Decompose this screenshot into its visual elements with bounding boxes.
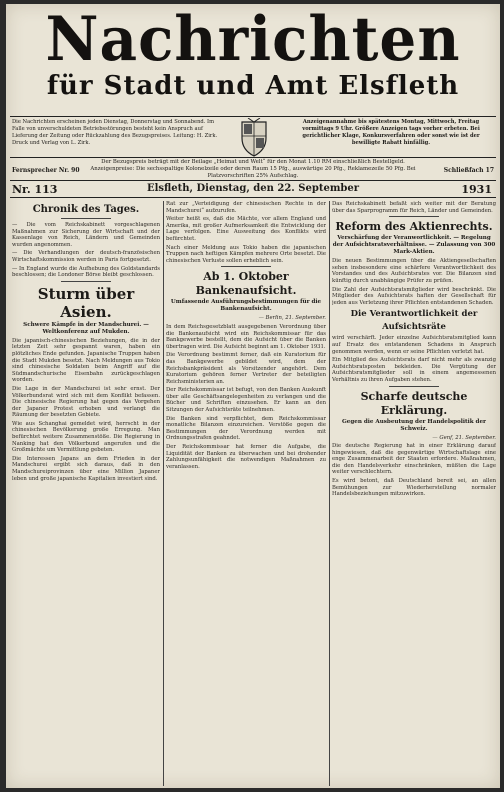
divider (61, 281, 111, 282)
divider (389, 386, 439, 387)
article-heading: Die Verantwortlichkeit der Aufsichtsräte (350, 309, 478, 333)
article-heading: Ab 1. Oktober Bankenaufsicht. (195, 270, 297, 298)
column-2 (166, 201, 326, 786)
article-subheading: Umfassende Ausführungsbestimmungen für die Bankenaufsicht. (170, 299, 322, 313)
po-box: Schließfach 17 (443, 167, 494, 174)
article-text: wird verschärft. Jeder einzelne Aufsichtsratsmitglied kann auf Ersatz des entstandenen Schadens in Anspruch genommen werden, wenn er seine Pflichten verletzt hat. (332, 335, 496, 355)
advertising-notice: Anzeigenannahme bis spätestens Montag, Mittwoch, Freitag vormittags 9 Uhr. Größere Anzeigen tags vorher erbeten. Bei gerichtlicher Klage, Konkursverfahren oder sonst wie ist der bewilligte Rabatt hinfällig. (302, 119, 480, 146)
article-heading: Reform des Aktienrechts. (335, 220, 493, 234)
article-subheading: Schwere Kämpfe in der Mandschurei. — Weltkonferenz auf Mukden. (23, 321, 149, 335)
article-text: Wie aus Schanghai gemeldet wird, herrscht in der chinesischen Bevölkerung große Erregung. Man befürchtet weitere Zusammenstöße. Die Regierung in Nanking hat den Völkerbund angerufen und die Großmächte um Vermittlung gebeten. (12, 420, 160, 454)
article-text: — Die Verhandlungen der deutsch-französischen Wirtschaftskommission werden in Paris fortgesetzt. (12, 250, 160, 263)
newspaper-subtitle: für Stadt und Amt Elsfleth (46, 71, 460, 101)
article-text: Der Reichskommissar ist befugt, von den Banken Auskunft über alle Geschäftsangelegenheiten zu verlangen und die Bücher und Schriften einzusehen. Er kann an den Sitzungen der Aufsichtsräte teilnehmen. (166, 387, 326, 414)
article-text: Die neuen Bestimmungen über die Aktiengesellschaften sehen insbesondere eine schärfere Verantwortlichkeit des Vorstandes und des Aufsichtsrates vor. Die Bilanzen sind künftig durch unabhängige Prüfer zu prüfen. (332, 258, 496, 284)
article-text: Das Reichskabinett befaßt sich weiter mit der Beratung über das Sparprogramm für Reich, Länder und Gemeinden. (332, 201, 496, 214)
phone-number: Fernsprecher Nr. 90 (12, 167, 80, 174)
article-text: Nach einer Meldung aus Tokio haben die japanischen Truppen nach heftigen Kämpfen mehrere Orte besetzt. Die chinesischen Verluste sollen erheblich sein. (166, 244, 326, 264)
issue-year: 1931 (461, 183, 492, 196)
article-heading: Scharfe deutsche Erklärung. (360, 389, 468, 417)
article-heading: Sturm über Asien. (37, 284, 135, 321)
article-subheading: Verschärfung der Veranwortlichkeit. — Regelung der Aufsichtsratsverhältnisse. — Zulassung von 300 Mark-Aktien. (332, 235, 496, 256)
column-rule (163, 201, 164, 786)
article-text: Die Zahl der Aufsichtsratsmitglieder wird beschränkt. Die Mitglieder des Aufsichtsrats haften der Gesellschaft für jeden aus Verletzung ihrer Pflichten entstandenen Schaden. (332, 286, 496, 306)
article-text: Ein Mitglied des Aufsichtsrats darf nicht mehr als zwanzig Aufsichtsratsposten bekleiden. Die Vergütung der Aufsichtsratsmitglieder soll in einem angemessenen Verhältnis zu ihren Aufgaben stehen. (332, 357, 496, 383)
article-heading: Chronik des Tages. (32, 204, 140, 215)
article-text: Die japanisch-chinesischen Beziehungen, die in der letzten Zeit sehr gespannt waren, haben ein plötzliches Ende gefunden. Japanische Truppen haben die Stadt Mukden besetzt. Nach Meldungen aus Tokio sind chinesische Soldaten beim Angriff auf die Südmandschurische Eisenbahn zurückgeschlagen worden. (12, 337, 160, 384)
masthead-info-band (10, 116, 496, 158)
article-text: Der Reichskommissar hat ferner die Aufgabe, die Liquidität der Banken zu überwachen und bei drohender Zahlungsunfähigkeit die notwendigen Maßnahmen zu veranlassen. (166, 444, 326, 470)
article-text: In dem Reichsgesetzblatt ausgegebenen Verordnung über die Bankenaufsicht wird ein Reichskommissar für das Bankgewerbe bestellt, dem die Aufsicht über die Banken übertragen wird. Die Aufsicht beginnt am 1. Oktober 1931. (166, 323, 326, 350)
article-text: Die Interessen Japans an dem Frieden in der Mandschurei ergibt sich daraus, daß in den Mandschureiprovinzen über eine Million Japaner leben und große japanische Kapitalien investiert sind. (12, 455, 160, 482)
article-text: — In England wurde die Aufhebung des Goldstandards beschlossen; die Londoner Börse bleibt geschlossen. (12, 265, 160, 279)
article-subheading: Gegen die Ausbeutung der Handelspolitik der Schweiz. (342, 418, 486, 432)
divider (389, 216, 439, 217)
masthead (6, 4, 500, 116)
publication-notice: Die Nachrichten erscheinen jeden Dienstag, Donnerstag und Sonnabend. Im Falle von unverschuldeten Betriebsstörungen besteht kein Anspruch auf Lieferung der Zeitung oder Rückzahlung des Bezugspreises. Leitung: H. Zirk. Druck und Verlag von L. Zirk. (12, 119, 218, 146)
column-rule (329, 201, 330, 786)
article-text: Die deutsche Regierung hat in einer Erklärung darauf hingewiesen, daß die gegenwärtige Wirtschaftslage eine enge Zusammenarbeit der Staaten erfordere. Maßnahmen, die den Handelsverkehr einschränken, müßten die Lage weiter verschlechtern. (332, 443, 496, 476)
subscription-info (10, 159, 496, 181)
article-text: Es wird betont, daß Deutschland bereit sei, an allen Bemühungen zur Wiederherstellung normaler Handelsbeziehungen mitzuwirken. (332, 478, 496, 498)
article-text: Die Lage in der Mandschurei ist sehr ernst. Der Völkerbundsrat wird sich mit dem Konflikt befassen. Die chinesische Regierung hat gegen das Vorgehen der Japaner Protest erhoben und verlangt die Räumung der besetzten Gebiete. (12, 385, 160, 419)
issue-number: Nr. 113 (12, 183, 58, 196)
column-1 (12, 201, 160, 786)
article-text: Die Banken sind verpflichtet, dem Reichskommissar monatliche Bilanzen einzureichen. Verstöße gegen die Bestimmungen der Verordnung werden mit Ordnungsstrafen geahndet. (166, 415, 326, 442)
article-dateline: — Genf, 21. September. (432, 434, 496, 441)
newspaper-page (6, 4, 500, 788)
article-text: Weiter heißt es, daß die Mächte, vor allem England und Amerika, mit großer Aufmerksamkeit die Entwicklung der Lage verfolgen. Eine Ausweitung des Konflikts wird befürchtet. (166, 216, 326, 242)
dateline (10, 182, 496, 198)
divider (221, 266, 271, 267)
article-text: — Die vom Reichskabinett vorgeschlagenen Maßnahmen zur Sicherung der Wirtschaft und der Kassenlage von Reich, Ländern und Gemeinden wurden angenommen. (12, 222, 160, 248)
price-info: Der Bezugspreis beträgt mit der Beilage „Heimat und Welt“ für den Monat 1.10 RM einschließlich Bestellgeld. Anzeigenpreise: Die sechsspaltige Kolonelzeile oder deren Raum 15 Pfg., auswärtige 20 Pfg., Reklamezeile 50 Pfg. Bei Platzvorschriften 25% Aufschlag. (90, 159, 416, 179)
divider (61, 218, 111, 219)
newspaper-title: Nachrichten (45, 4, 461, 75)
article-text: Rat zur „Verteidigung der chinesischen Rechte in der Mandschurei“ aufzurufen. (166, 201, 326, 214)
issue-date: Elsfleth, Dienstag, den 22. September (146, 183, 360, 194)
article-text: Die Verordnung bestimmt ferner, daß ein Kuratorium für das Bankgewerbe gebildet wird, dem der Reichsbankpräsident als Vorsitzender angehört. Dem Kuratorium gehören ferner Vertreter der beteiligten Reichsministerien an. (166, 352, 326, 385)
column-3 (332, 201, 496, 786)
coat-of-arms-icon (234, 118, 274, 158)
article-dateline: — Berlin, 21. September. (258, 315, 326, 322)
